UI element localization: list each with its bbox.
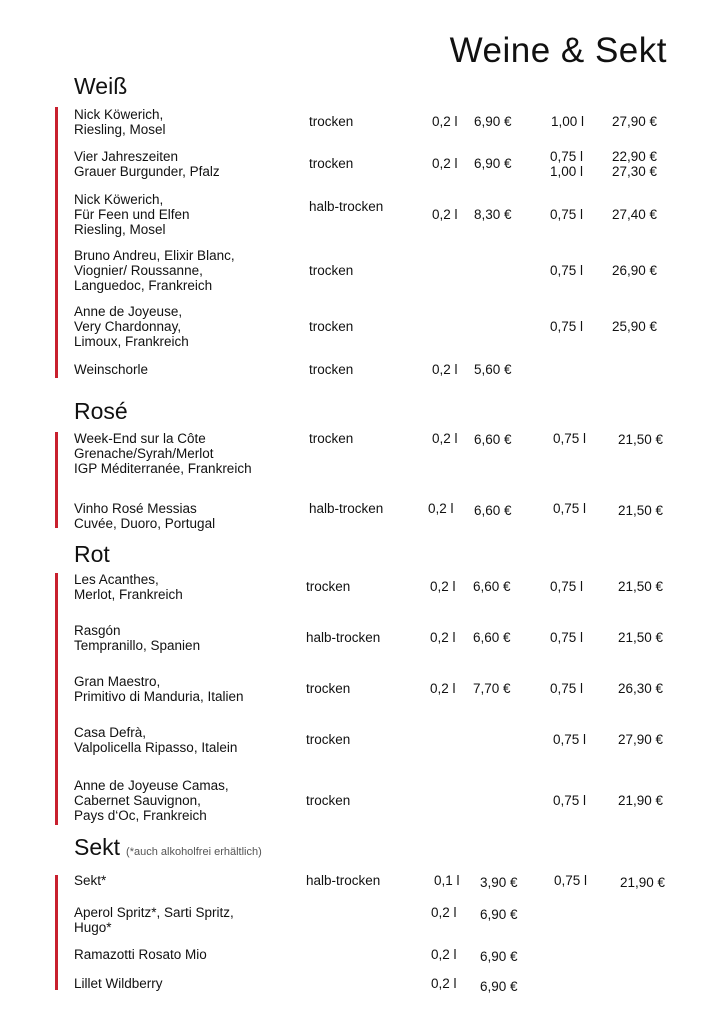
glass-size: 0,2 l xyxy=(430,579,456,594)
bottle-size: 0,75 l xyxy=(550,681,584,696)
glass-price: 6,90 € xyxy=(480,907,518,922)
glass-size: 0,1 l xyxy=(434,873,460,888)
wine-name: Vier Jahreszeiten Grauer Burgunder, Pfalz xyxy=(74,149,220,179)
bottle-size: 0,75 l xyxy=(553,793,587,808)
wine-style: halb-trocken xyxy=(306,873,381,888)
bottle-size: 0,75 l xyxy=(553,732,587,747)
bottle-size: 0,75 l xyxy=(550,207,584,222)
glass-price: 5,60 € xyxy=(474,362,512,377)
wine-name: Anne de Joyeuse, Very Chardonnay, Limoux, Frankreich xyxy=(74,304,189,349)
section-bar-rose xyxy=(55,432,58,528)
wine-style: trocken xyxy=(306,579,351,594)
bottle-price: 21,50 € xyxy=(618,579,664,594)
bottle-size: 0,75 l xyxy=(550,630,584,645)
wine-style: trocken xyxy=(309,431,354,446)
section-bar-sekt xyxy=(55,875,58,990)
bottle-price: 21,50 € xyxy=(618,432,664,447)
wine-style: trocken xyxy=(309,319,354,334)
bottle-size: 0,75 l xyxy=(553,501,587,516)
bottle-price: 21,50 € xyxy=(618,630,664,645)
section-heading-weiss: Weiß xyxy=(74,73,128,99)
section-heading-sekt xyxy=(74,834,262,861)
bottle-size: 0,75 l xyxy=(550,319,584,334)
wine-name: Nick Köwerich, Riesling, Mosel xyxy=(74,107,166,137)
wine-name: Rasgón Tempranillo, Spanien xyxy=(74,623,201,653)
glass-size: 0,2 l xyxy=(432,114,458,129)
glass-size: 0,2 l xyxy=(432,156,458,171)
bottle-price: 22,90 € 27,30 € xyxy=(612,149,658,179)
glass-size: 0,2 l xyxy=(432,207,458,222)
wine-style: trocken xyxy=(306,793,351,808)
wine-style: trocken xyxy=(309,263,354,278)
glass-price: 6,60 € xyxy=(474,503,512,518)
glass-size: 0,2 l xyxy=(431,905,457,920)
glass-price: 6,60 € xyxy=(474,432,512,447)
glass-price: 6,90 € xyxy=(474,114,512,129)
bottle-size: 0,75 l xyxy=(550,263,584,278)
wine-style: trocken xyxy=(306,732,351,747)
bottle-price: 27,90 € xyxy=(618,732,664,747)
wine-style: halb-trocken xyxy=(306,630,381,645)
bottle-price: 21,90 € xyxy=(620,875,666,890)
wine-style: halb-trocken xyxy=(309,199,384,214)
wine-style: trocken xyxy=(306,681,351,696)
wine-style: trocken xyxy=(309,362,354,377)
glass-size: 0,2 l xyxy=(430,630,456,645)
wine-name: Bruno Andreu, Elixir Blanc, Viognier/ Roussanne, Languedoc, Frankreich xyxy=(74,248,235,293)
bottle-price: 25,90 € xyxy=(612,319,658,334)
wine-name: Casa Defrà, Valpolicella Ripasso, Italein xyxy=(74,725,238,755)
wine-name: Gran Maestro, Primitivo di Manduria, Italien xyxy=(74,674,244,704)
alcohol-free-note: (*auch alkoholfrei erhältlich) xyxy=(126,846,262,858)
glass-size: 0,2 l xyxy=(431,947,457,962)
bottle-price: 26,90 € xyxy=(612,263,658,278)
glass-price: 6,90 € xyxy=(480,949,518,964)
wine-style: trocken xyxy=(309,114,354,129)
glass-price: 6,60 € xyxy=(473,630,511,645)
glass-size: 0,2 l xyxy=(432,362,458,377)
wine-name: Weinschorle xyxy=(74,362,149,377)
section-heading-sekt-label: Sekt xyxy=(74,834,121,860)
bottle-size: 1,00 l xyxy=(551,114,585,129)
glass-size: 0,2 l xyxy=(431,976,457,991)
glass-price: 6,60 € xyxy=(473,579,511,594)
wine-name: Ramazotti Rosato Mio xyxy=(74,947,207,962)
bottle-size: 0,75 l xyxy=(554,873,588,888)
wine-style: halb-trocken xyxy=(309,501,384,516)
wine-style: trocken xyxy=(309,156,354,171)
wine-name: Lillet Wildberry xyxy=(74,976,163,991)
glass-size: 0,2 l xyxy=(430,681,456,696)
section-heading-rot: Rot xyxy=(74,541,110,567)
glass-price: 6,90 € xyxy=(480,979,518,994)
wine-name: Aperol Spritz*, Sarti Spritz, Hugo* xyxy=(74,905,234,935)
section-heading-rose: Rosé xyxy=(74,398,128,424)
wine-name: Les Acanthes, Merlot, Frankreich xyxy=(74,572,183,602)
glass-price: 3,90 € xyxy=(480,875,518,890)
section-bar-rot xyxy=(55,573,58,825)
glass-price: 8,30 € xyxy=(474,207,512,222)
section-bar-weiss xyxy=(55,107,58,378)
bottle-price: 21,90 € xyxy=(618,793,664,808)
glass-size: 0,2 l xyxy=(432,431,458,446)
bottle-size: 0,75 l xyxy=(550,579,584,594)
wine-name: Week-End sur la Côte Grenache/Syrah/Merlot IGP Méditerranée, Frankreich xyxy=(74,431,252,476)
wine-name: Anne de Joyeuse Camas, Cabernet Sauvignon, Pays d‘Oc, Frankreich xyxy=(74,778,229,823)
bottle-price: 27,90 € xyxy=(612,114,658,129)
bottle-price: 26,30 € xyxy=(618,681,664,696)
glass-size: 0,2 l xyxy=(428,501,454,516)
bottle-size: 0,75 l 1,00 l xyxy=(550,149,584,179)
bottle-price: 21,50 € xyxy=(618,503,664,518)
bottle-price: 27,40 € xyxy=(612,207,658,222)
wine-name: Sekt* xyxy=(74,873,107,888)
wine-name: Nick Köwerich, Für Feen und Elfen Riesling, Mosel xyxy=(74,192,190,237)
glass-price: 6,90 € xyxy=(474,156,512,171)
bottle-size: 0,75 l xyxy=(553,431,587,446)
glass-price: 7,70 € xyxy=(473,681,511,696)
wine-name: Vinho Rosé Messias Cuvée, Duoro, Portugal xyxy=(74,501,216,531)
page-title: Weine & Sekt xyxy=(449,31,667,70)
